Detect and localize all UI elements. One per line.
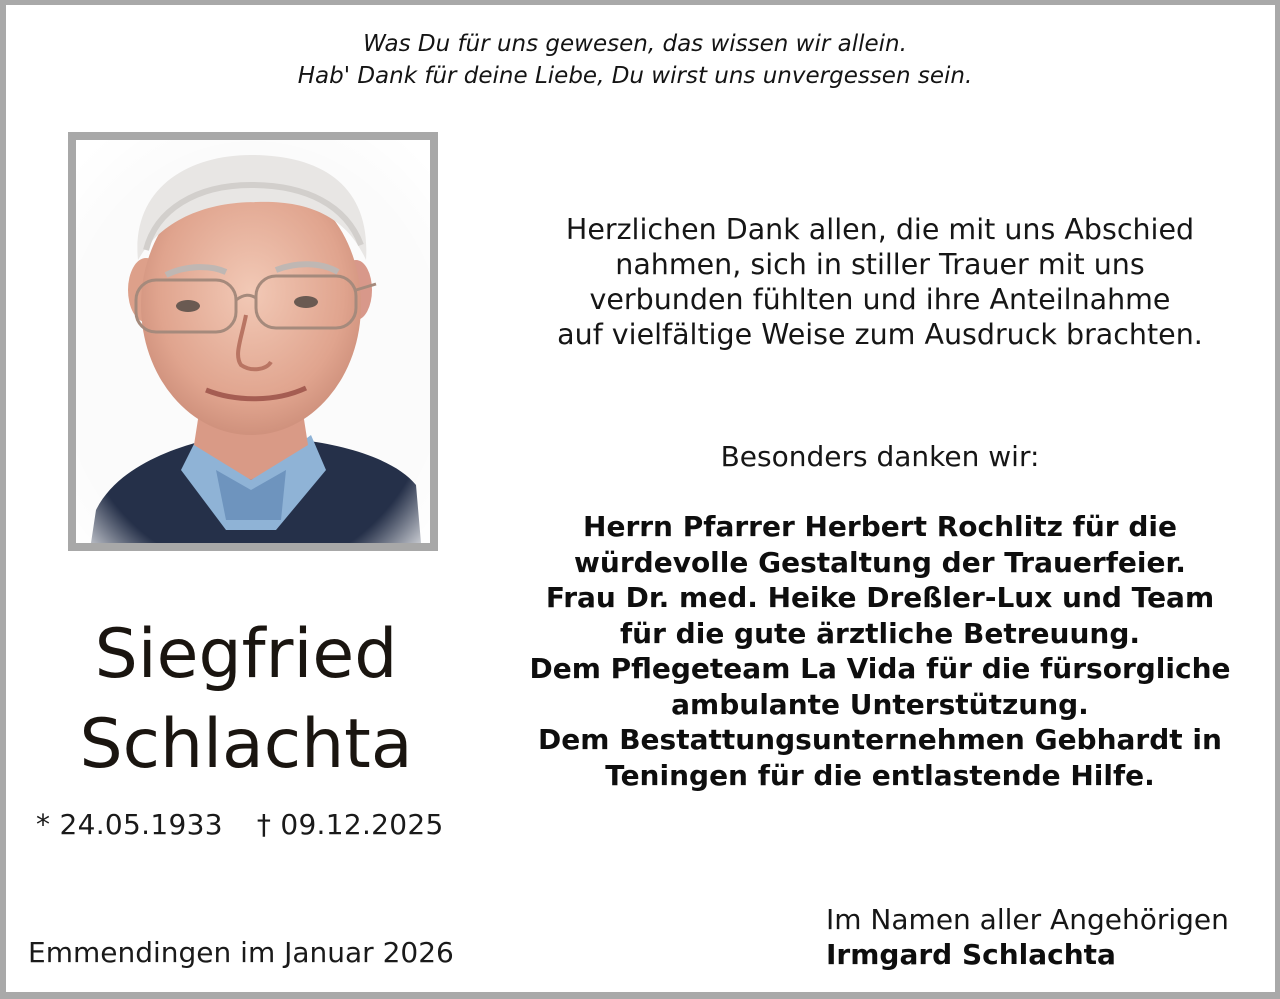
motto-line-2: Hab' Dank für deine Liebe, Du wirst uns unvergessen sein. xyxy=(297,63,973,89)
special-thanks-line: Dem Pflegeteam La Vida für die fürsorgliche xyxy=(529,652,1231,685)
deceased-name xyxy=(0,610,492,790)
motto xyxy=(0,28,1280,92)
special-thanks-line: für die gute ärztliche Betreuung. xyxy=(620,616,1140,650)
death-date: † 09.12.2025 xyxy=(256,808,444,841)
thanks-line: nahmen, sich in stiller Trauer mit uns xyxy=(615,248,1145,281)
portrait-illustration xyxy=(76,140,430,543)
thanks-line: auf vielfältige Weise zum Ausdruck brachten. xyxy=(557,318,1203,351)
deceased-last-name: Schlachta xyxy=(79,705,413,784)
special-thanks-line: Dem Bestattungsunternehmen Gebhardt in xyxy=(538,723,1222,756)
special-thanks-list xyxy=(520,509,1240,793)
signatory-name: Irmgard Schlachta xyxy=(826,938,1116,971)
birth-date: * 24.05.1933 xyxy=(36,808,223,841)
special-thanks-line: würdevolle Gestaltung der Trauerfeier. xyxy=(574,545,1186,579)
portrait-photo xyxy=(76,140,430,543)
deceased-first-name: Siegfried xyxy=(94,615,398,694)
thanks-paragraph xyxy=(530,212,1230,352)
thanks-line: verbunden fühlten und ihre Anteilnahme xyxy=(589,283,1171,316)
special-thanks-line: Frau Dr. med. Heike Dreßler-Lux und Team xyxy=(545,581,1215,614)
on-behalf-text: Im Namen aller Angehörigen xyxy=(826,903,1229,936)
portrait-frame xyxy=(68,132,438,551)
thanks-line: Herzlichen Dank allen, die mit uns Abschied xyxy=(565,213,1195,246)
motto-line-1: Was Du für uns gewesen, das wissen wir allein. xyxy=(363,31,907,57)
special-thanks-line: ambulante Unterstützung. xyxy=(671,687,1089,721)
special-thanks-line: Teningen für die entlastende Hilfe. xyxy=(605,758,1155,792)
life-dates xyxy=(36,808,444,841)
special-thanks-heading: Besonders danken wir: xyxy=(720,440,1040,473)
place-date: Emmendingen im Januar 2026 xyxy=(28,936,454,969)
special-thanks-line: Herrn Pfarrer Herbert Rochlitz für die xyxy=(583,510,1177,543)
